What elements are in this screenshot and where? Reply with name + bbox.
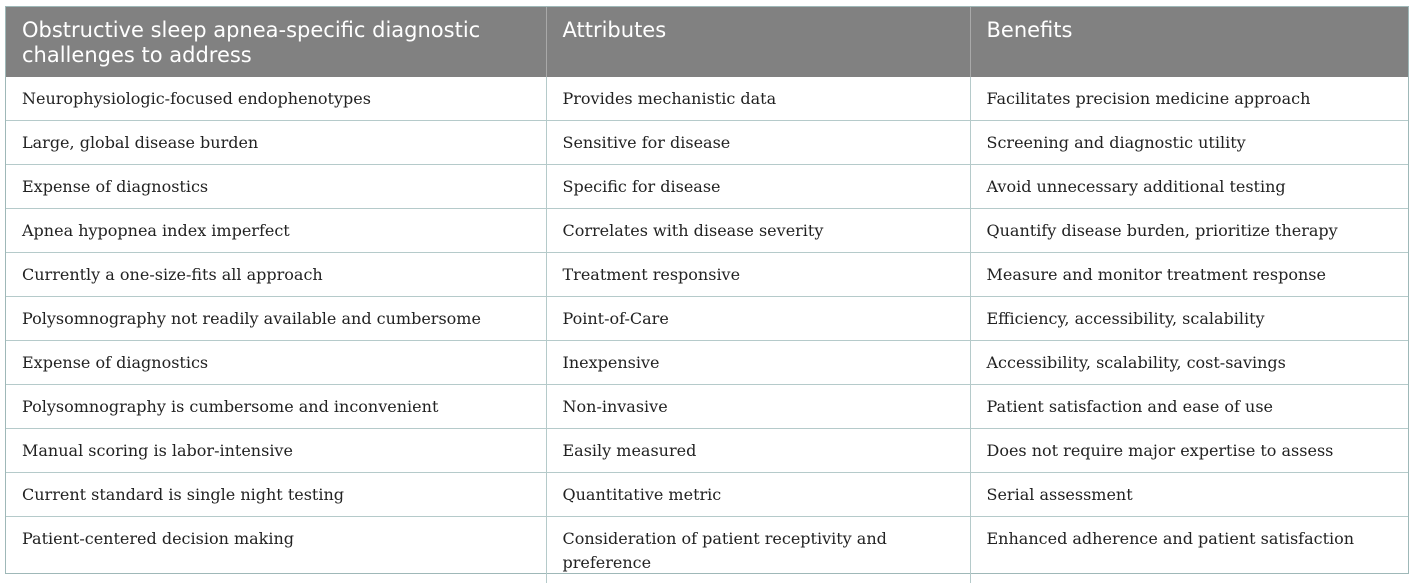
attribute-cell: Correlates with disease severity <box>546 209 970 253</box>
attribute-cell: Sensitive for disease <box>546 121 970 165</box>
column-header-attributes: Attributes <box>546 7 970 77</box>
attribute-cell: Treatment responsive <box>546 253 970 297</box>
attribute-cell: Consideration of patient receptivity and preference <box>546 517 970 583</box>
table-row <box>6 297 1408 341</box>
attribute-cell: Non-invasive <box>546 385 970 429</box>
challenge-cell: Current standard is single night testing <box>6 473 546 517</box>
challenge-cell: Currently a one-size-fits all approach <box>6 253 546 297</box>
table-row <box>6 209 1408 253</box>
column-header-challenges: Obstructive sleep apnea-specific diagnostic challenges to address <box>6 7 546 77</box>
table-row <box>6 517 1408 583</box>
challenge-cell: Patient-centered decision making <box>6 517 546 583</box>
challenge-cell: Large, global disease burden <box>6 121 546 165</box>
attribute-cell: Inexpensive <box>546 341 970 385</box>
benefit-cell: Screening and diagnostic utility <box>970 121 1408 165</box>
table-row <box>6 473 1408 517</box>
benefit-cell: Efficiency, accessibility, scalability <box>970 297 1408 341</box>
challenge-cell: Apnea hypopnea index imperfect <box>6 209 546 253</box>
attribute-cell: Point-of-Care <box>546 297 970 341</box>
benefit-cell: Measure and monitor treatment response <box>970 253 1408 297</box>
benefit-cell: Does not require major expertise to assess <box>970 429 1408 473</box>
table-row <box>6 77 1408 121</box>
column-header-benefits: Benefits <box>970 7 1408 77</box>
attribute-cell: Specific for disease <box>546 165 970 209</box>
challenge-cell: Manual scoring is labor-intensive <box>6 429 546 473</box>
table-row <box>6 165 1408 209</box>
osa-diagnostics-table <box>6 7 1408 583</box>
benefit-cell: Avoid unnecessary additional testing <box>970 165 1408 209</box>
benefit-cell: Patient satisfaction and ease of use <box>970 385 1408 429</box>
osa-diagnostics-table-container <box>5 6 1409 574</box>
attribute-cell: Easily measured <box>546 429 970 473</box>
benefit-cell: Enhanced adherence and patient satisfaction <box>970 517 1408 583</box>
attribute-cell: Provides mechanistic data <box>546 77 970 121</box>
challenge-cell: Polysomnography is cumbersome and inconvenient <box>6 385 546 429</box>
challenge-cell: Expense of diagnostics <box>6 165 546 209</box>
table-row <box>6 429 1408 473</box>
table-row <box>6 341 1408 385</box>
table-header-row <box>6 7 1408 77</box>
challenge-cell: Neurophysiologic-focused endophenotypes <box>6 77 546 121</box>
table-row <box>6 385 1408 429</box>
benefit-cell: Facilitates precision medicine approach <box>970 77 1408 121</box>
table-row <box>6 253 1408 297</box>
table-row <box>6 121 1408 165</box>
benefit-cell: Quantify disease burden, prioritize therapy <box>970 209 1408 253</box>
attribute-cell: Quantitative metric <box>546 473 970 517</box>
benefit-cell: Serial assessment <box>970 473 1408 517</box>
benefit-cell: Accessibility, scalability, cost-savings <box>970 341 1408 385</box>
challenge-cell: Expense of diagnostics <box>6 341 546 385</box>
challenge-cell: Polysomnography not readily available and cumbersome <box>6 297 546 341</box>
